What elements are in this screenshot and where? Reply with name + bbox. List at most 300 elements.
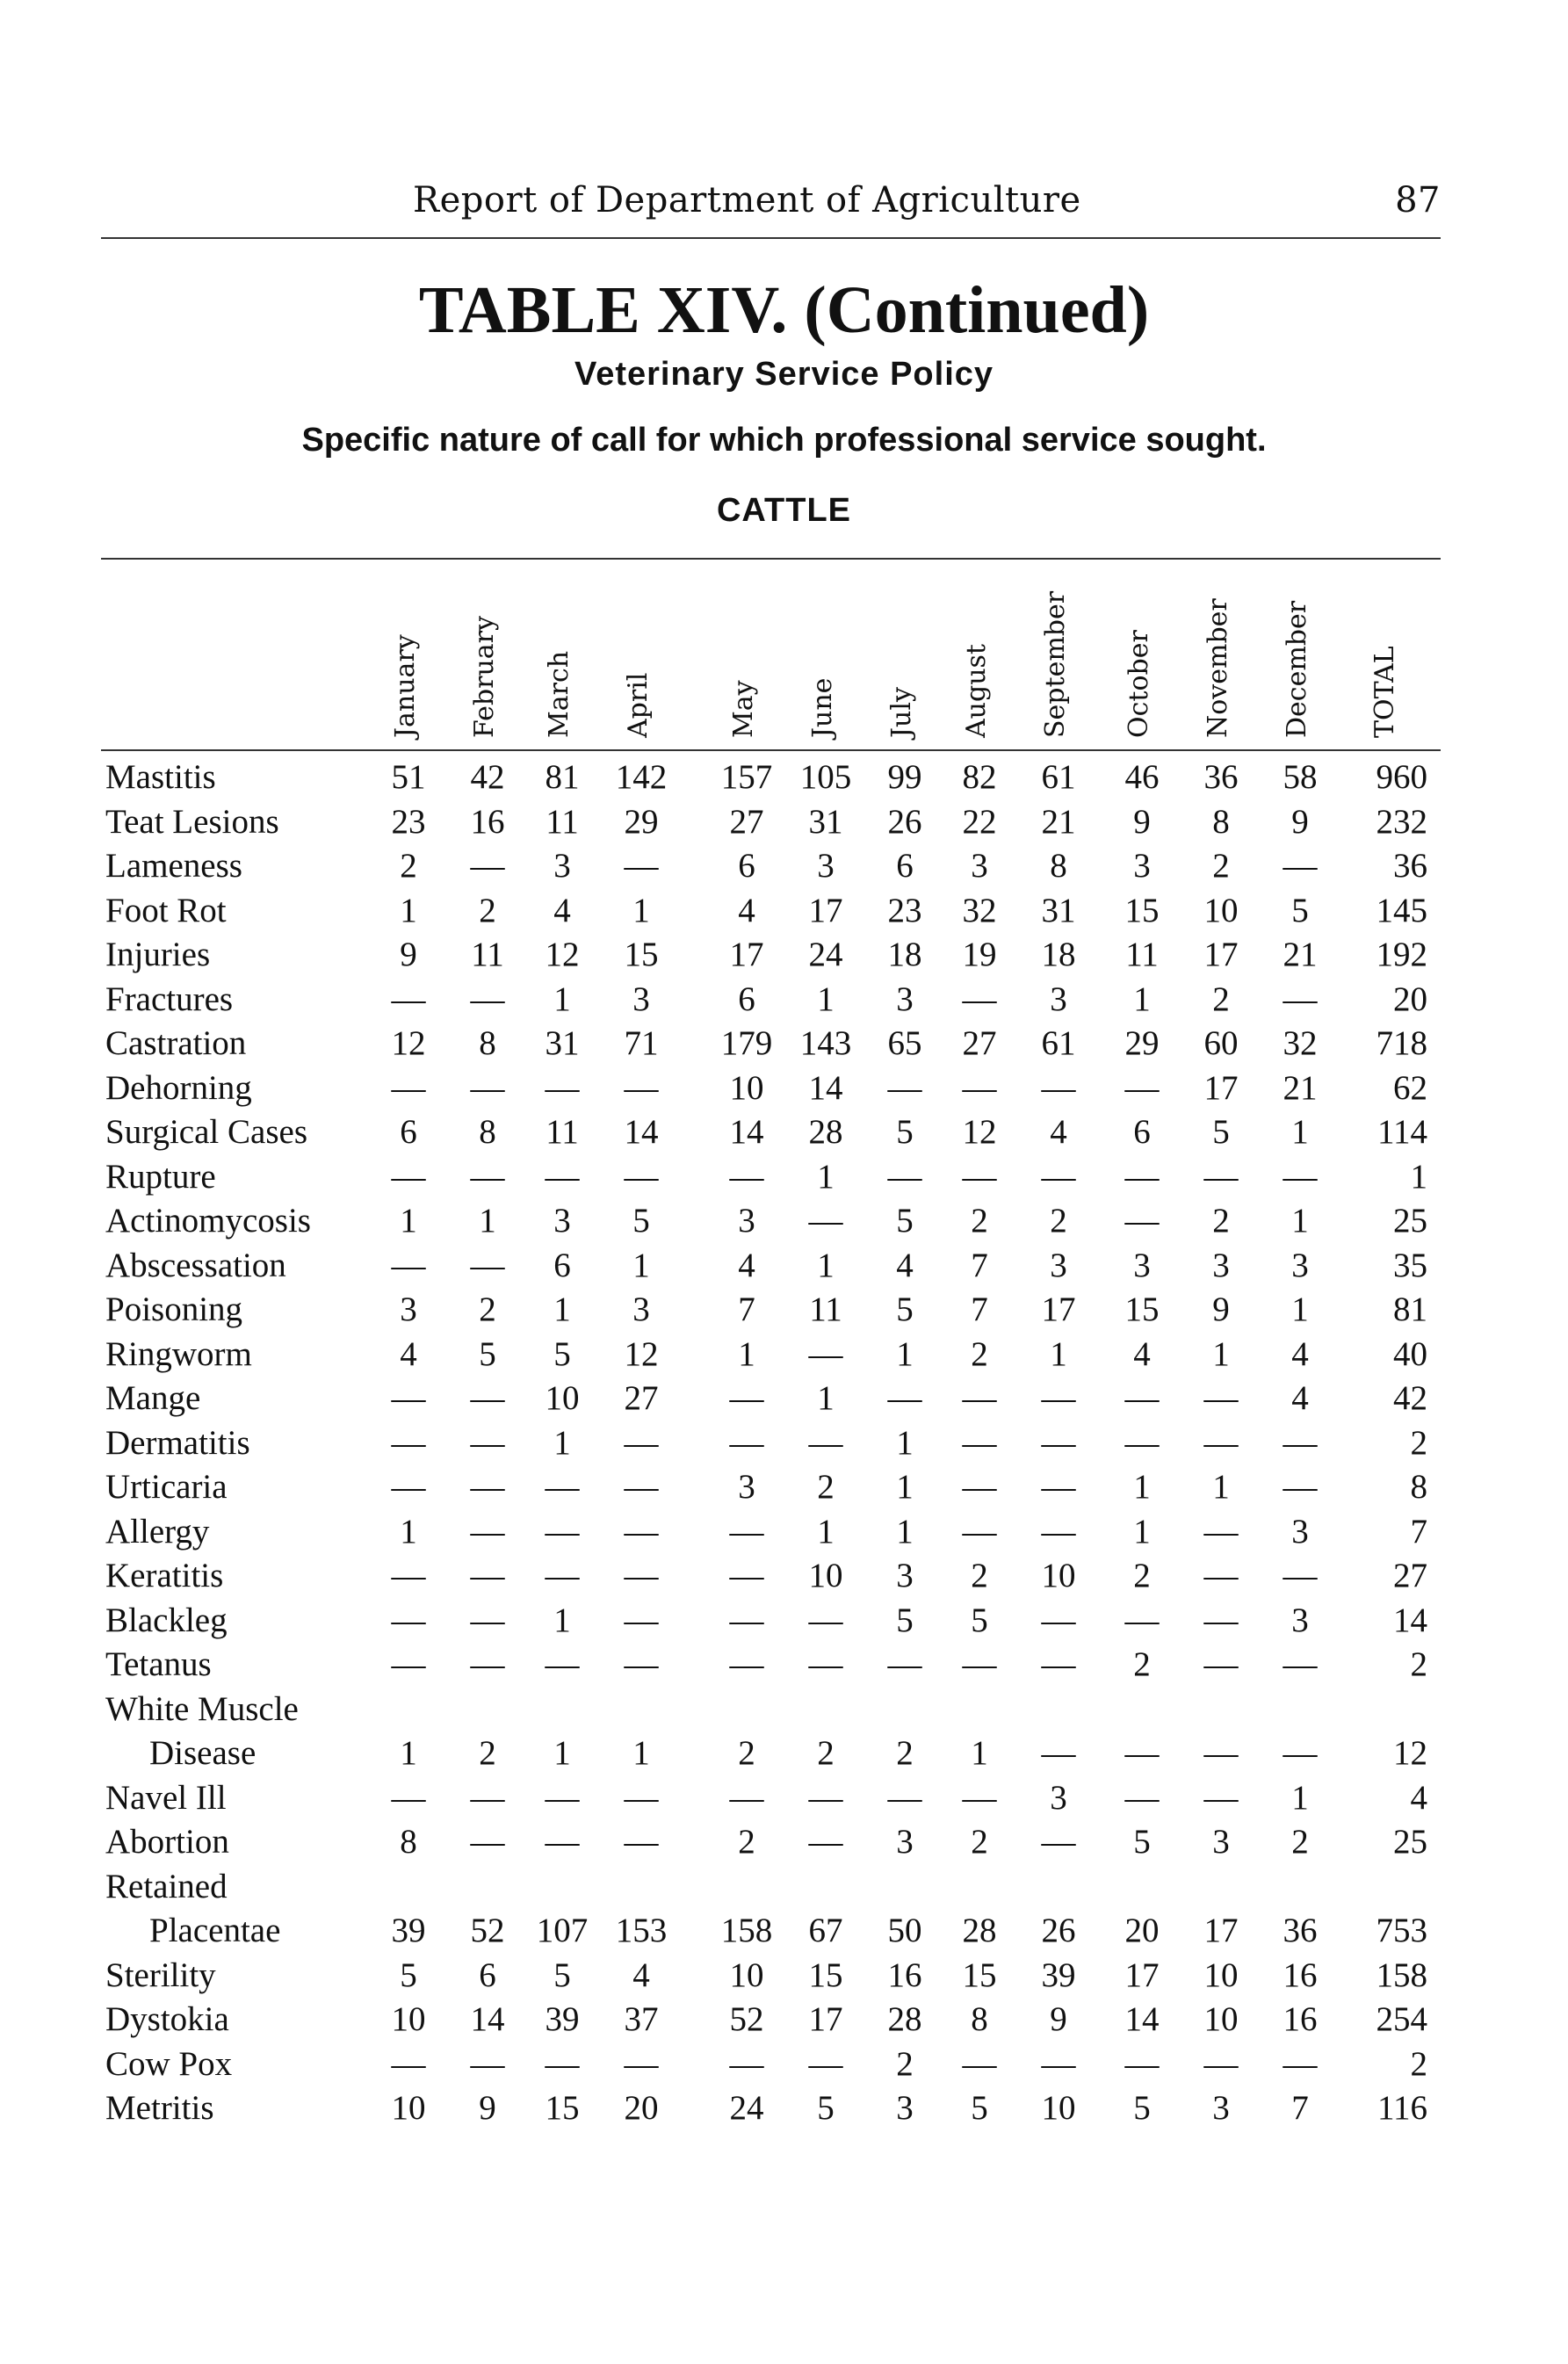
- value-cell: 8: [1212, 803, 1230, 841]
- value-cell: 65: [887, 1024, 922, 1062]
- table-caption: Specific nature of call for which professional service sought.: [301, 422, 1267, 459]
- value-cell: —: [962, 1645, 997, 1683]
- table-row: [0, 891, 1568, 936]
- value-cell: 179: [720, 1024, 773, 1062]
- value-cell: —: [391, 1601, 426, 1639]
- value-cell: 2: [479, 1290, 496, 1328]
- row-label: Sterility: [105, 1956, 216, 1994]
- row-label: Tetanus: [105, 1645, 212, 1683]
- value-cell: 6: [896, 847, 914, 885]
- row-label: Metritis: [105, 2089, 214, 2127]
- value-cell: 17: [1124, 1956, 1160, 1994]
- total-cell: 158: [1376, 1956, 1427, 1994]
- value-cell: 2: [1050, 1202, 1067, 1240]
- value-cell: —: [962, 980, 997, 1018]
- value-cell: 3: [1212, 1823, 1230, 1861]
- column-header-label: July: [886, 687, 917, 738]
- value-cell: —: [962, 1158, 997, 1196]
- value-cell: —: [624, 1645, 659, 1683]
- value-cell: —: [887, 1779, 922, 1817]
- table-row: [0, 1023, 1568, 1068]
- column-header-label: January: [390, 634, 421, 738]
- column-header-label: TOTAL: [1369, 646, 1400, 738]
- value-cell: 3: [632, 980, 650, 1018]
- value-cell: 1: [1050, 1335, 1067, 1373]
- table-row: [0, 757, 1568, 802]
- value-cell: 26: [887, 803, 922, 841]
- value-cell: 9: [1133, 803, 1151, 841]
- value-cell: —: [1203, 1601, 1239, 1639]
- value-cell: —: [470, 1069, 505, 1107]
- value-cell: 14: [1124, 2000, 1160, 2038]
- table-row: [0, 1956, 1568, 2000]
- value-cell: 2: [971, 1557, 988, 1594]
- column-header-october: [1107, 580, 1177, 738]
- value-cell: —: [391, 1379, 426, 1417]
- value-cell: 61: [1041, 758, 1076, 796]
- value-cell: —: [1124, 1779, 1160, 1817]
- value-cell: —: [1041, 1823, 1076, 1861]
- value-cell: 2: [1133, 1557, 1151, 1594]
- value-cell: —: [962, 1468, 997, 1506]
- value-cell: 10: [1041, 1557, 1076, 1594]
- value-cell: 1: [632, 892, 650, 929]
- total-cell: 27: [1393, 1557, 1427, 1594]
- table-title: TABLE XIV. (Continued): [418, 273, 1150, 347]
- value-cell: 1: [1133, 980, 1151, 1018]
- value-cell: —: [391, 1069, 426, 1107]
- value-cell: 5: [479, 1335, 496, 1373]
- value-cell: —: [1124, 1158, 1160, 1196]
- value-cell: —: [1203, 1779, 1239, 1817]
- column-header-label: September: [1040, 590, 1071, 738]
- value-cell: —: [545, 1557, 580, 1594]
- value-cell: 2: [1212, 980, 1230, 1018]
- value-cell: 1: [400, 1734, 417, 1772]
- value-cell: —: [624, 1823, 659, 1861]
- value-cell: 4: [1133, 1335, 1151, 1373]
- value-cell: 1: [553, 980, 571, 1018]
- value-cell: 5: [896, 1601, 914, 1639]
- value-cell: 15: [624, 936, 659, 973]
- value-cell: —: [1203, 1557, 1239, 1594]
- value-cell: —: [1203, 1734, 1239, 1772]
- value-cell: 6: [1133, 1113, 1151, 1151]
- value-cell: 1: [400, 1513, 417, 1551]
- value-cell: 1: [817, 1247, 835, 1284]
- value-cell: 17: [808, 2000, 843, 2038]
- value-cell: 142: [615, 758, 668, 796]
- table-row: [0, 802, 1568, 847]
- table-row: [0, 1733, 1568, 1778]
- column-header-label: November: [1203, 598, 1233, 738]
- value-cell: 67: [808, 1912, 843, 1949]
- value-cell: 12: [624, 1335, 659, 1373]
- value-cell: —: [962, 1779, 997, 1817]
- value-cell: —: [545, 1779, 580, 1817]
- value-cell: —: [729, 1424, 764, 1462]
- value-cell: 20: [1124, 1912, 1160, 1949]
- column-header-label: June: [807, 677, 838, 738]
- table-row: [0, 1645, 1568, 1689]
- value-cell: —: [729, 1557, 764, 1594]
- value-cell: 7: [738, 1290, 755, 1328]
- value-cell: 10: [1203, 1956, 1239, 1994]
- value-cell: —: [624, 1779, 659, 1817]
- value-cell: —: [391, 2045, 426, 2083]
- row-label: Dermatitis: [105, 1424, 250, 1462]
- value-cell: —: [545, 1069, 580, 1107]
- value-cell: 14: [729, 1113, 764, 1151]
- value-cell: 21: [1283, 1069, 1318, 1107]
- value-cell: 17: [1041, 1290, 1076, 1328]
- value-cell: —: [1124, 2045, 1160, 2083]
- value-cell: —: [391, 1779, 426, 1817]
- value-cell: —: [1283, 847, 1318, 885]
- column-header-label: April: [623, 672, 654, 738]
- value-cell: 99: [887, 758, 922, 796]
- value-cell: 16: [1283, 1956, 1318, 1994]
- row-label: Disease: [149, 1734, 257, 1772]
- value-cell: —: [470, 847, 505, 885]
- value-cell: —: [1283, 1424, 1318, 1462]
- value-cell: 51: [391, 758, 426, 796]
- value-cell: 1: [817, 1379, 835, 1417]
- total-cell: 81: [1393, 1290, 1427, 1328]
- column-header-july: [870, 580, 940, 738]
- value-cell: 6: [738, 847, 755, 885]
- value-cell: 17: [1203, 1912, 1239, 1949]
- table-row: [0, 1911, 1568, 1956]
- column-header-november: [1186, 580, 1256, 738]
- value-cell: 50: [887, 1912, 922, 1949]
- table-section-title: CATTLE: [716, 492, 852, 529]
- value-cell: 71: [624, 1024, 659, 1062]
- row-label: Actinomycosis: [105, 1202, 311, 1240]
- value-cell: 5: [1133, 1823, 1151, 1861]
- value-cell: 32: [962, 892, 997, 929]
- total-cell: 2: [1410, 1424, 1427, 1462]
- column-header-label: August: [961, 644, 992, 738]
- column-headers: [0, 580, 1568, 738]
- total-cell: 114: [1377, 1113, 1427, 1151]
- value-cell: 3: [896, 1823, 914, 1861]
- value-cell: 10: [808, 1557, 843, 1594]
- value-cell: —: [808, 1645, 843, 1683]
- value-cell: —: [1041, 1601, 1076, 1639]
- value-cell: 24: [729, 2089, 764, 2127]
- column-header-june: [791, 580, 861, 738]
- value-cell: 31: [808, 803, 843, 841]
- value-cell: 3: [971, 847, 988, 885]
- value-cell: —: [470, 980, 505, 1018]
- row-label: Retained: [105, 1868, 228, 1905]
- table-row: [0, 1068, 1568, 1113]
- total-cell: 8: [1410, 1468, 1427, 1506]
- value-cell: 29: [624, 803, 659, 841]
- value-cell: 4: [738, 892, 755, 929]
- value-cell: 27: [962, 1024, 997, 1062]
- column-header-label: October: [1124, 630, 1154, 738]
- value-cell: 2: [817, 1468, 835, 1506]
- value-cell: 14: [808, 1069, 843, 1107]
- value-cell: 21: [1041, 803, 1076, 841]
- row-label: Cow Pox: [105, 2045, 233, 2083]
- value-cell: —: [1203, 1513, 1239, 1551]
- value-cell: 1: [479, 1202, 496, 1240]
- value-cell: —: [545, 1158, 580, 1196]
- value-cell: 28: [962, 1912, 997, 1949]
- value-cell: 5: [1291, 892, 1309, 929]
- value-cell: —: [470, 2045, 505, 2083]
- row-label: Mange: [105, 1379, 201, 1417]
- value-cell: 2: [1212, 847, 1230, 885]
- value-cell: 10: [391, 2089, 426, 2127]
- value-cell: 23: [887, 892, 922, 929]
- total-cell: 62: [1393, 1069, 1427, 1107]
- value-cell: 29: [1124, 1024, 1160, 1062]
- value-cell: —: [624, 1601, 659, 1639]
- value-cell: 27: [624, 1379, 659, 1417]
- value-cell: 2: [1212, 1202, 1230, 1240]
- total-cell: 232: [1376, 803, 1427, 841]
- value-cell: 16: [887, 1956, 922, 1994]
- value-cell: —: [1283, 1734, 1318, 1772]
- value-cell: —: [1283, 2045, 1318, 2083]
- table-row: [0, 1556, 1568, 1601]
- value-cell: —: [962, 1069, 997, 1107]
- value-cell: 5: [896, 1290, 914, 1328]
- value-cell: —: [729, 2045, 764, 2083]
- row-label: Lameness: [105, 847, 242, 885]
- total-cell: 145: [1376, 892, 1427, 929]
- row-label: Navel Ill: [105, 1779, 227, 1817]
- value-cell: —: [470, 1779, 505, 1817]
- value-cell: 17: [1203, 936, 1239, 973]
- value-cell: —: [391, 1468, 426, 1506]
- value-cell: 105: [799, 758, 852, 796]
- value-cell: 1: [1133, 1468, 1151, 1506]
- row-label: Dystokia: [105, 2000, 229, 2038]
- value-cell: 24: [808, 936, 843, 973]
- value-cell: 1: [817, 1513, 835, 1551]
- value-cell: —: [1203, 1158, 1239, 1196]
- value-cell: 9: [1050, 2000, 1067, 2038]
- table-row: [0, 846, 1568, 891]
- value-cell: 3: [1050, 1247, 1067, 1284]
- value-cell: 37: [624, 2000, 659, 2038]
- value-cell: —: [808, 1202, 843, 1240]
- column-header-december: [1265, 580, 1335, 738]
- value-cell: —: [545, 1468, 580, 1506]
- value-cell: 3: [738, 1468, 755, 1506]
- row-label: Castration: [105, 1024, 247, 1062]
- value-cell: 8: [1050, 847, 1067, 885]
- value-cell: 2: [1291, 1823, 1309, 1861]
- value-cell: 2: [738, 1823, 755, 1861]
- value-cell: 157: [720, 758, 773, 796]
- value-cell: —: [729, 1779, 764, 1817]
- value-cell: 42: [470, 758, 505, 796]
- table-row: [0, 1867, 1568, 1912]
- value-cell: 20: [624, 2089, 659, 2127]
- value-cell: 1: [632, 1734, 650, 1772]
- value-cell: 1: [553, 1424, 571, 1462]
- value-cell: 39: [545, 2000, 580, 2038]
- total-cell: 1: [1410, 1158, 1427, 1196]
- value-cell: —: [470, 1468, 505, 1506]
- table-row: [0, 1778, 1568, 1823]
- value-cell: 46: [1124, 758, 1160, 796]
- value-cell: 1: [1212, 1468, 1230, 1506]
- value-cell: 6: [400, 1113, 417, 1151]
- value-cell: 31: [1041, 892, 1076, 929]
- value-cell: 5: [553, 1335, 571, 1373]
- value-cell: —: [1041, 1424, 1076, 1462]
- value-cell: 7: [971, 1290, 988, 1328]
- value-cell: 2: [400, 847, 417, 885]
- value-cell: —: [729, 1645, 764, 1683]
- total-cell: 25: [1393, 1823, 1427, 1861]
- value-cell: —: [624, 1069, 659, 1107]
- value-cell: 1: [400, 1202, 417, 1240]
- value-cell: 82: [962, 758, 997, 796]
- value-cell: 1: [632, 1247, 650, 1284]
- value-cell: 22: [962, 803, 997, 841]
- total-cell: 718: [1376, 1024, 1427, 1062]
- value-cell: 81: [545, 758, 580, 796]
- value-cell: 16: [1283, 2000, 1318, 2038]
- value-cell: 1: [896, 1424, 914, 1462]
- row-label: Placentae: [149, 1912, 281, 1949]
- table-row: [0, 1822, 1568, 1867]
- value-cell: 9: [1291, 803, 1309, 841]
- value-cell: —: [1283, 1645, 1318, 1683]
- value-cell: —: [470, 1379, 505, 1417]
- row-label: Surgical Cases: [105, 1113, 308, 1151]
- value-cell: 5: [817, 2089, 835, 2127]
- value-cell: 18: [887, 936, 922, 973]
- value-cell: 2: [971, 1202, 988, 1240]
- value-cell: 1: [1291, 1290, 1309, 1328]
- value-cell: 3: [632, 1290, 650, 1328]
- value-cell: 3: [1291, 1247, 1309, 1284]
- value-cell: 1: [553, 1734, 571, 1772]
- value-cell: 1: [553, 1290, 571, 1328]
- column-header-april: [606, 580, 676, 738]
- value-cell: 5: [1212, 1113, 1230, 1151]
- total-cell: 2: [1410, 2045, 1427, 2083]
- value-cell: 26: [1041, 1912, 1076, 1949]
- value-cell: 5: [971, 1601, 988, 1639]
- value-cell: —: [1203, 2045, 1239, 2083]
- value-cell: 11: [546, 803, 579, 841]
- value-cell: —: [1124, 1424, 1160, 1462]
- value-cell: 39: [1041, 1956, 1076, 1994]
- value-cell: —: [1283, 1468, 1318, 1506]
- value-cell: 4: [632, 1956, 650, 1994]
- value-cell: —: [624, 1158, 659, 1196]
- total-cell: 14: [1393, 1601, 1427, 1639]
- value-cell: —: [391, 1424, 426, 1462]
- column-header-march: [527, 580, 597, 738]
- row-label: White Muscle: [105, 1690, 299, 1728]
- value-cell: 2: [971, 1335, 988, 1373]
- table-row: [0, 1467, 1568, 1512]
- row-label: Poisoning: [105, 1290, 243, 1328]
- value-cell: —: [808, 1823, 843, 1861]
- value-cell: 1: [1291, 1779, 1309, 1817]
- value-cell: 18: [1041, 936, 1076, 973]
- value-cell: 12: [391, 1024, 426, 1062]
- value-cell: 158: [720, 1912, 773, 1949]
- row-label: Dehorning: [105, 1069, 252, 1107]
- value-cell: 6: [479, 1956, 496, 1994]
- table-row: [0, 1290, 1568, 1334]
- value-cell: 1: [896, 1468, 914, 1506]
- value-cell: —: [808, 1601, 843, 1639]
- value-cell: 11: [471, 936, 504, 973]
- value-cell: 8: [400, 1823, 417, 1861]
- value-cell: 2: [1133, 1645, 1151, 1683]
- value-cell: 2: [971, 1823, 988, 1861]
- total-cell: 753: [1376, 1912, 1427, 1949]
- value-cell: 12: [962, 1113, 997, 1151]
- value-cell: —: [1041, 1513, 1076, 1551]
- value-cell: 4: [1291, 1335, 1309, 1373]
- value-cell: 1: [553, 1601, 571, 1639]
- value-cell: 15: [545, 2089, 580, 2127]
- value-cell: —: [470, 1823, 505, 1861]
- value-cell: 9: [479, 2089, 496, 2127]
- value-cell: —: [1124, 1069, 1160, 1107]
- page-number: 87: [1395, 180, 1441, 220]
- value-cell: 12: [545, 936, 580, 973]
- row-label: Allergy: [105, 1513, 210, 1551]
- value-cell: 4: [1291, 1379, 1309, 1417]
- row-label: Teat Lesions: [105, 803, 279, 841]
- value-cell: 3: [1133, 847, 1151, 885]
- value-cell: 10: [391, 2000, 426, 2038]
- value-cell: —: [887, 1069, 922, 1107]
- value-cell: —: [962, 1513, 997, 1551]
- value-cell: 3: [1050, 1779, 1067, 1817]
- value-cell: 8: [479, 1024, 496, 1062]
- value-cell: 3: [1212, 2089, 1230, 2127]
- value-cell: 3: [1212, 1247, 1230, 1284]
- value-cell: —: [624, 1468, 659, 1506]
- value-cell: 10: [1203, 2000, 1239, 2038]
- value-cell: —: [887, 1158, 922, 1196]
- value-cell: 3: [553, 1202, 571, 1240]
- value-cell: —: [1041, 1069, 1076, 1107]
- value-cell: —: [470, 1645, 505, 1683]
- value-cell: —: [391, 1645, 426, 1683]
- value-cell: 1: [817, 1158, 835, 1196]
- value-cell: 52: [729, 2000, 764, 2038]
- value-cell: 1: [1212, 1335, 1230, 1373]
- header-bottom-rule: [101, 749, 1441, 751]
- table-row: [0, 1423, 1568, 1468]
- value-cell: 10: [1203, 892, 1239, 929]
- table-row: [0, 1601, 1568, 1645]
- value-cell: 28: [887, 2000, 922, 2038]
- value-cell: 11: [1125, 936, 1159, 973]
- value-cell: 14: [470, 2000, 505, 2038]
- value-cell: 4: [1050, 1113, 1067, 1151]
- value-cell: 39: [391, 1912, 426, 1949]
- value-cell: 5: [971, 2089, 988, 2127]
